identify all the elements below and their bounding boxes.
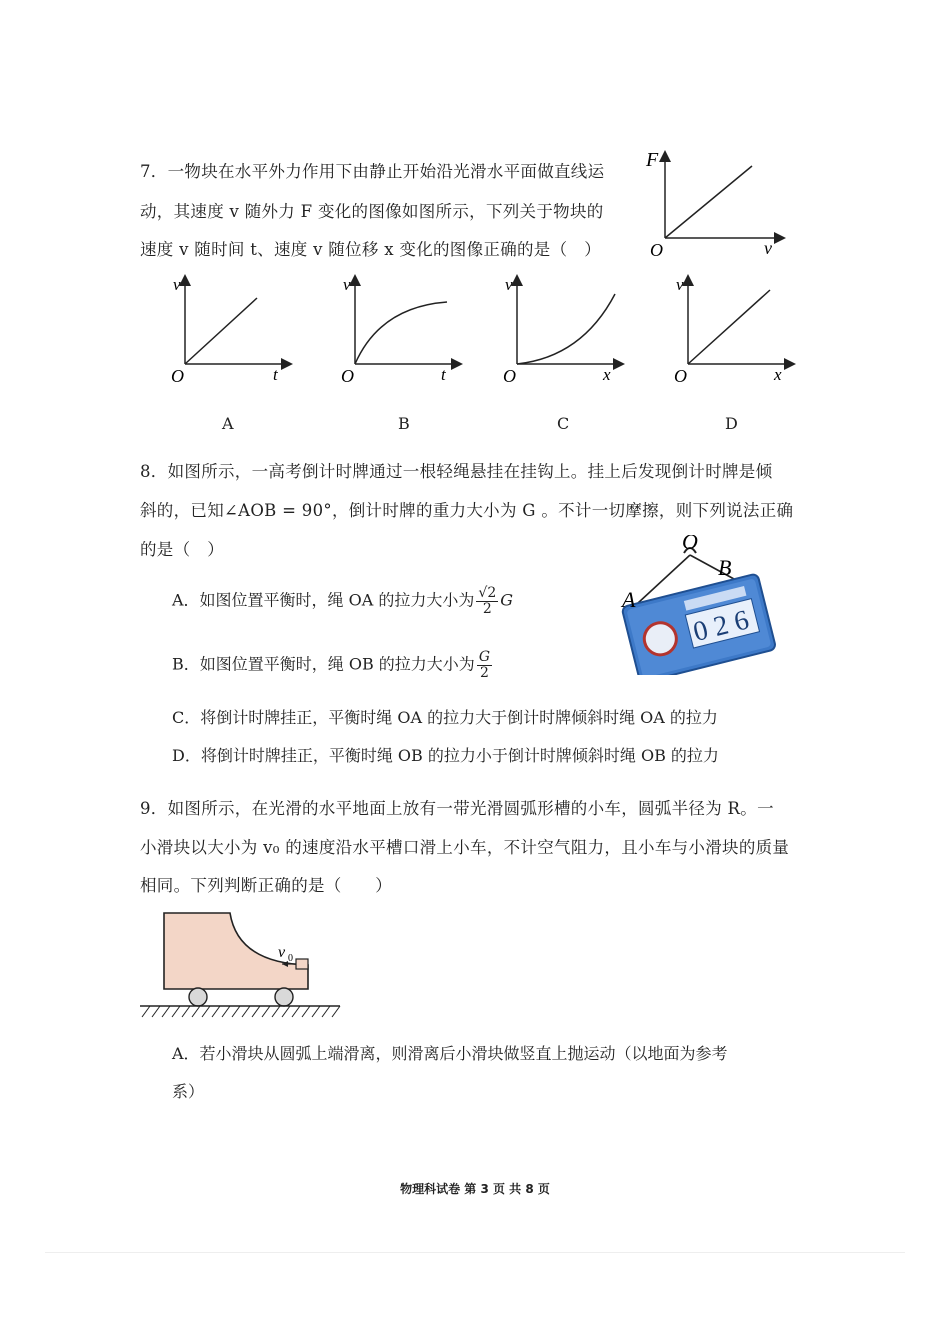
graph-a-line [185, 298, 257, 364]
q8-option-a [172, 586, 513, 616]
graph-b-x: t [441, 365, 446, 384]
q8-option-c: C．将倒计时牌挂正，平衡时绳 OA 的拉力大于倒计时牌倾斜时绳 OA 的拉力 [172, 708, 718, 727]
slider-block [296, 959, 308, 969]
graph-c-y: v [505, 275, 513, 294]
graph-c-x: x [603, 365, 611, 384]
y-axis-label: F [646, 149, 659, 171]
q9-line3: 相同。下列判断正确的是（ ） [140, 876, 392, 895]
q8-option-b [172, 650, 494, 680]
point-b-label: B [718, 555, 732, 580]
graph-a [165, 272, 295, 387]
q7-line3: 速度 v 随时间 t、速度 v 随位移 x 变化的图像正确的是（ ） [140, 240, 601, 259]
q8-line1: 8．如图所示，一高考倒计时牌通过一根轻绳悬挂在挂钩上。挂上后发现倒计时牌是倾 [140, 462, 773, 481]
digit-1: 2 [710, 609, 732, 643]
digit-2: 6 [730, 604, 752, 638]
countdown-board [622, 573, 777, 675]
fraction-sqrt2-over-2 [476, 586, 498, 616]
q9-option-a-line2: 系） [172, 1082, 205, 1101]
graph-d-origin: O [674, 366, 687, 386]
velocity-subscript: 0 [288, 953, 293, 964]
fraction-denominator: 2 [479, 664, 489, 681]
q8-option-d: D．将倒计时牌挂正，平衡时绳 OB 的拉力小于倒计时牌倾斜时绳 OB 的拉力 [172, 746, 719, 765]
cart-wheel-left [189, 988, 207, 1006]
graph-d-y: v [676, 275, 684, 294]
velocity-label: v [278, 944, 286, 961]
cart-figure [138, 905, 348, 1025]
graph-d [668, 272, 798, 387]
ref-graph-f-v [640, 148, 790, 263]
q7-line2: 动，其速度 v 随外力 F 变化的图像如图所示，下列关于物块的 [140, 202, 604, 221]
cart-wheel-right [275, 988, 293, 1006]
q8-option-a-g: G [500, 590, 514, 610]
graph-b-caption: B [398, 414, 410, 433]
graph-d-x: x [774, 365, 782, 384]
q9-line2: 小滑块以大小为 v₀ 的速度沿水平槽口滑上小车，不计空气阻力，且小车与小滑块的质量 [140, 838, 790, 857]
graph-c-origin: O [503, 366, 516, 386]
q9-line1: 9．如图所示，在光滑的水平地面上放有一带光滑圆弧形槽的小车，圆弧半径为 R。一 [140, 799, 774, 818]
countdown-sign-figure [610, 535, 780, 675]
graph-d-line [688, 290, 770, 364]
x-axis-label: v [764, 238, 772, 258]
graph-a-origin: O [171, 366, 184, 386]
graph-b-origin: O [341, 366, 354, 386]
point-a-label: A [622, 587, 636, 612]
graph-a-y: v [173, 275, 181, 294]
graph-d-caption: D [725, 414, 738, 433]
graph-b-y: v [343, 275, 351, 294]
fraction-g-over-2 [477, 650, 492, 680]
fraction-numerator: √2 [478, 585, 497, 601]
q8-option-b-text: B．如图位置平衡时，绳 OB 的拉力大小为 [172, 654, 475, 674]
point-o-label: O [682, 535, 698, 554]
graph-a-x: t [273, 365, 278, 384]
graph-c-curve [517, 294, 615, 364]
q8-option-a-text: A．如图位置平衡时，绳 OA 的拉力大小为 [172, 590, 475, 610]
origin-label: O [650, 240, 663, 260]
q8-line2: 斜的，已知∠AOB = 90°，倒计时牌的重力大小为 G 。不计一切摩擦，则下列说法正确 [140, 501, 794, 520]
q9-option-a-line1: A．若小滑块从圆弧上端滑离，则滑离后小滑块做竖直上抛运动（以地面为参考 [172, 1044, 728, 1063]
graph-c [497, 272, 627, 387]
graph-line [665, 166, 752, 238]
fraction-numerator: G [478, 649, 490, 665]
graph-b [335, 272, 465, 387]
ground-hatching [142, 1006, 340, 1017]
q7-line1: 7．一物块在水平外力作用下由静止开始沿光滑水平面做直线运 [140, 162, 605, 181]
graph-c-caption: C [557, 414, 570, 433]
graph-a-caption: A [222, 414, 234, 433]
page-bottom-divider [45, 1252, 905, 1253]
cart-body [164, 913, 308, 989]
q8-line3: 的是（ ） [140, 540, 224, 559]
digit-0: 0 [690, 614, 712, 649]
fraction-denominator: 2 [482, 600, 492, 617]
page-footer: 物理科试卷 第 3 页 共 8 页 [400, 1182, 550, 1196]
graph-b-curve [355, 302, 447, 364]
